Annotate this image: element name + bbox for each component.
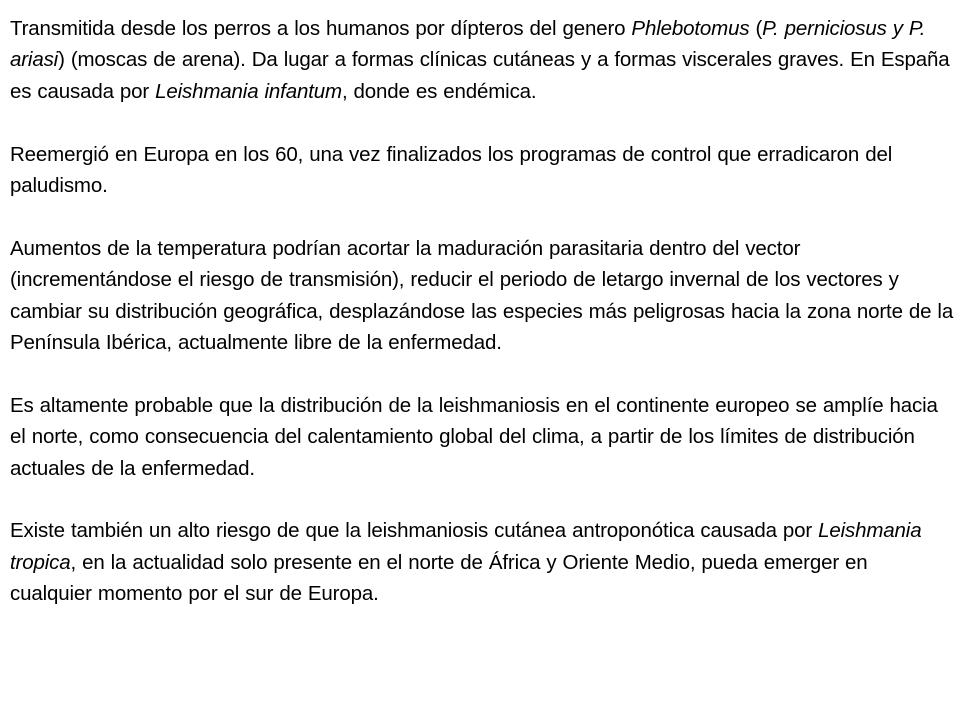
- text-segment-italic: Leishmania infantum: [155, 79, 342, 103]
- text-segment: Reemergió en Europa en los 60, una vez finalizados los programas de control que erradicaron del paludismo.: [10, 142, 893, 198]
- text-segment: ) (moscas de arena). Da lugar a formas clínicas cutáneas y a formas viscerales graves. En España es causada por: [10, 48, 950, 103]
- text-segment: , en la actualidad solo presente en el norte de África y Oriente Medio, pueda emerger en cualquier momento por el sur de Europa.: [10, 550, 868, 606]
- text-segment: Transmitida desde los perros a los humanos por dípteros del genero: [10, 17, 632, 40]
- text-segment-italic: Phlebotomus: [631, 17, 750, 40]
- text-segment: (: [749, 17, 763, 40]
- paragraph-cutaneous-risk: [10, 515, 955, 609]
- text-segment-italic: Leishmania tropica: [10, 519, 922, 574]
- text-segment: Aumentos de la temperatura podrían acortar la maduración parasitaria dentro del vector (incrementándose el riesgo de transmisión), reducir el periodo de letargo invernal de los vectores y cambiar su distribución geográfica, desplazándose las especies más peligrosas hacia la zona norte de la Península Ibérica, actualmente libre de la enfermedad.: [10, 236, 954, 355]
- text-segment-italic: P. perniciosus y P. ariasi: [10, 17, 926, 72]
- paragraph-temperature: [10, 233, 955, 359]
- paragraph-reemergence: [10, 139, 955, 202]
- paragraph-distribution: [10, 390, 955, 484]
- text-segment: , donde es endémica.: [341, 79, 537, 103]
- text-segment: Existe también un alto riesgo de que la leishmaniosis cutánea antroponótica causada por: [10, 519, 819, 543]
- paragraph-transmission: [10, 13, 955, 107]
- text-segment: Es altamente probable que la distribución de la leishmaniosis en el continente europeo se amplíe hacia el norte, como consecuencia del calentamiento global del clima, a partir de los límites de distribución actuales de la enfermedad.: [10, 393, 938, 480]
- text-body: [10, 13, 955, 610]
